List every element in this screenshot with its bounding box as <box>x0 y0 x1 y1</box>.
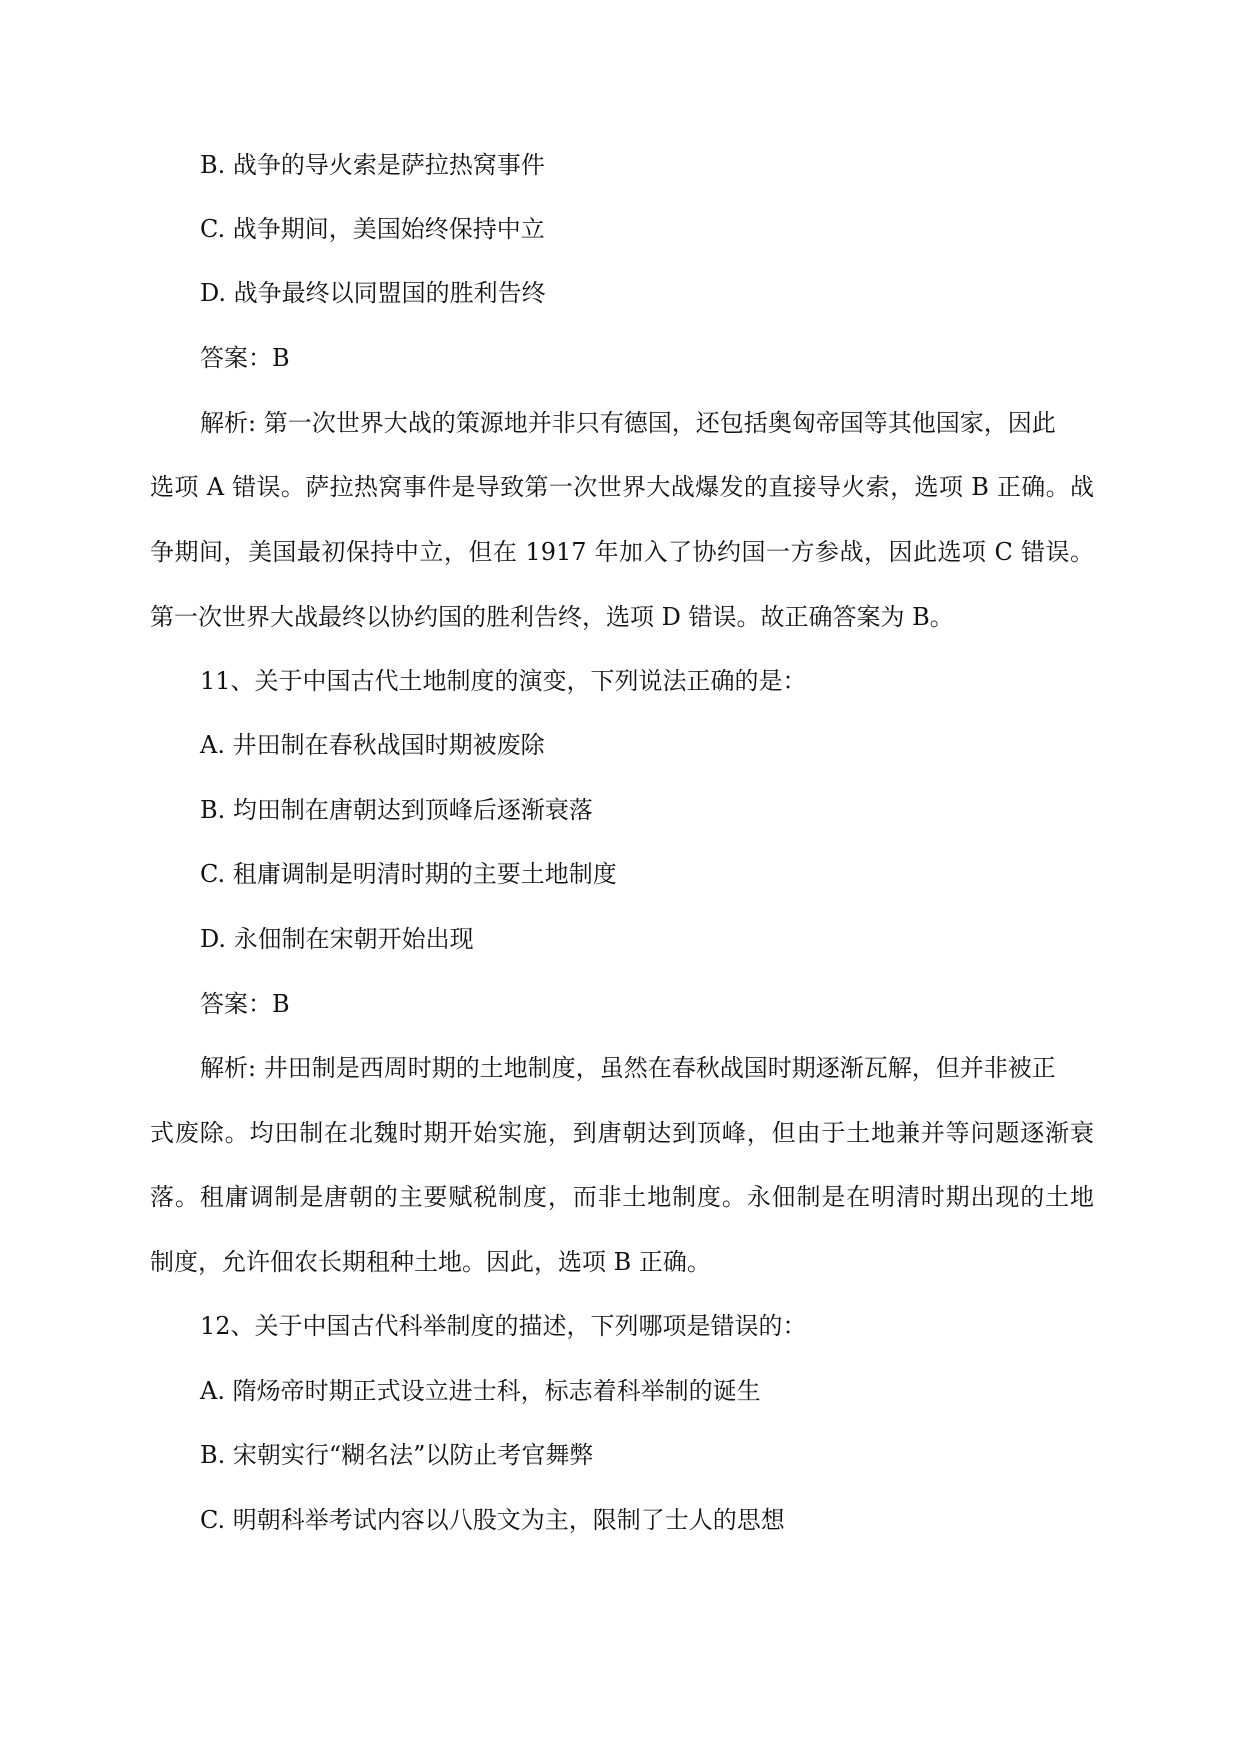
q10-explanation-line-4: 第一次世界大战最终以协约国的胜利告终，选项 D 错误。故正确答案为 B。 <box>150 603 954 631</box>
q11-option-d: D. 永佃制在宋朝开始出现 <box>200 925 474 953</box>
q12-question: 12、关于中国古代科举制度的描述，下列哪项是错误的： <box>200 1312 807 1340</box>
q12-option-a: A. 隋炀帝时期正式设立进士科，标志着科举制的诞生 <box>200 1377 761 1405</box>
q11-option-a: A. 井田制在春秋战国时期被废除 <box>200 731 545 759</box>
q11-explanation-line-4: 制度，允许佃农长期租种土地。因此，选项 B 正确。 <box>150 1248 711 1276</box>
q10-answer: 答案：B <box>200 344 290 372</box>
q11-answer: 答案：B <box>200 990 290 1018</box>
q10-explanation-line-1: 解析: 第一次世界大战的策源地并非只有德国，还包括奥匈帝国等其他国家，因此 <box>200 409 1056 437</box>
q10-option-c: C. 战争期间，美国始终保持中立 <box>200 215 545 243</box>
q11-option-c: C. 租庸调制是明清时期的主要土地制度 <box>200 860 617 888</box>
q11-option-b: B. 均田制在唐朝达到顶峰后逐渐衰落 <box>200 796 593 824</box>
q12-option-c: C. 明朝科举考试内容以八股文为主，限制了士人的思想 <box>200 1506 785 1534</box>
q11-explanation-line-2: 式废除。均田制在北魏时期开始实施，到唐朝达到顶峰，但由于土地兼并等问题逐渐衰 <box>150 1119 1094 1147</box>
q12-option-b: B. 宋朝实行“糊名法”以防止考官舞弊 <box>200 1441 594 1469</box>
q10-explanation-line-3: 争期间，美国最初保持中立，但在 1917 年加入了协约国一方参战，因此选项 C 错误。 <box>150 538 1094 566</box>
q11-explanation-line-3: 落。租庸调制是唐朝的主要赋税制度，而非土地制度。永佃制是在明清时期出现的土地 <box>150 1183 1094 1211</box>
q11-explanation-line-1: 解析: 井田制是西周时期的土地制度，虽然在春秋战国时期逐渐瓦解，但并非被正 <box>200 1054 1056 1082</box>
q10-option-d: D. 战争最终以同盟国的胜利告终 <box>200 279 546 307</box>
q10-option-b: B. 战争的导火索是萨拉热窝事件 <box>200 151 545 179</box>
q10-explanation-line-2: 选项 A 错误。萨拉热窝事件是导致第一次世界大战爆发的直接导火索，选项 B 正确。战 <box>150 473 1094 501</box>
q11-question: 11、关于中国古代土地制度的演变，下列说法正确的是： <box>200 667 807 695</box>
